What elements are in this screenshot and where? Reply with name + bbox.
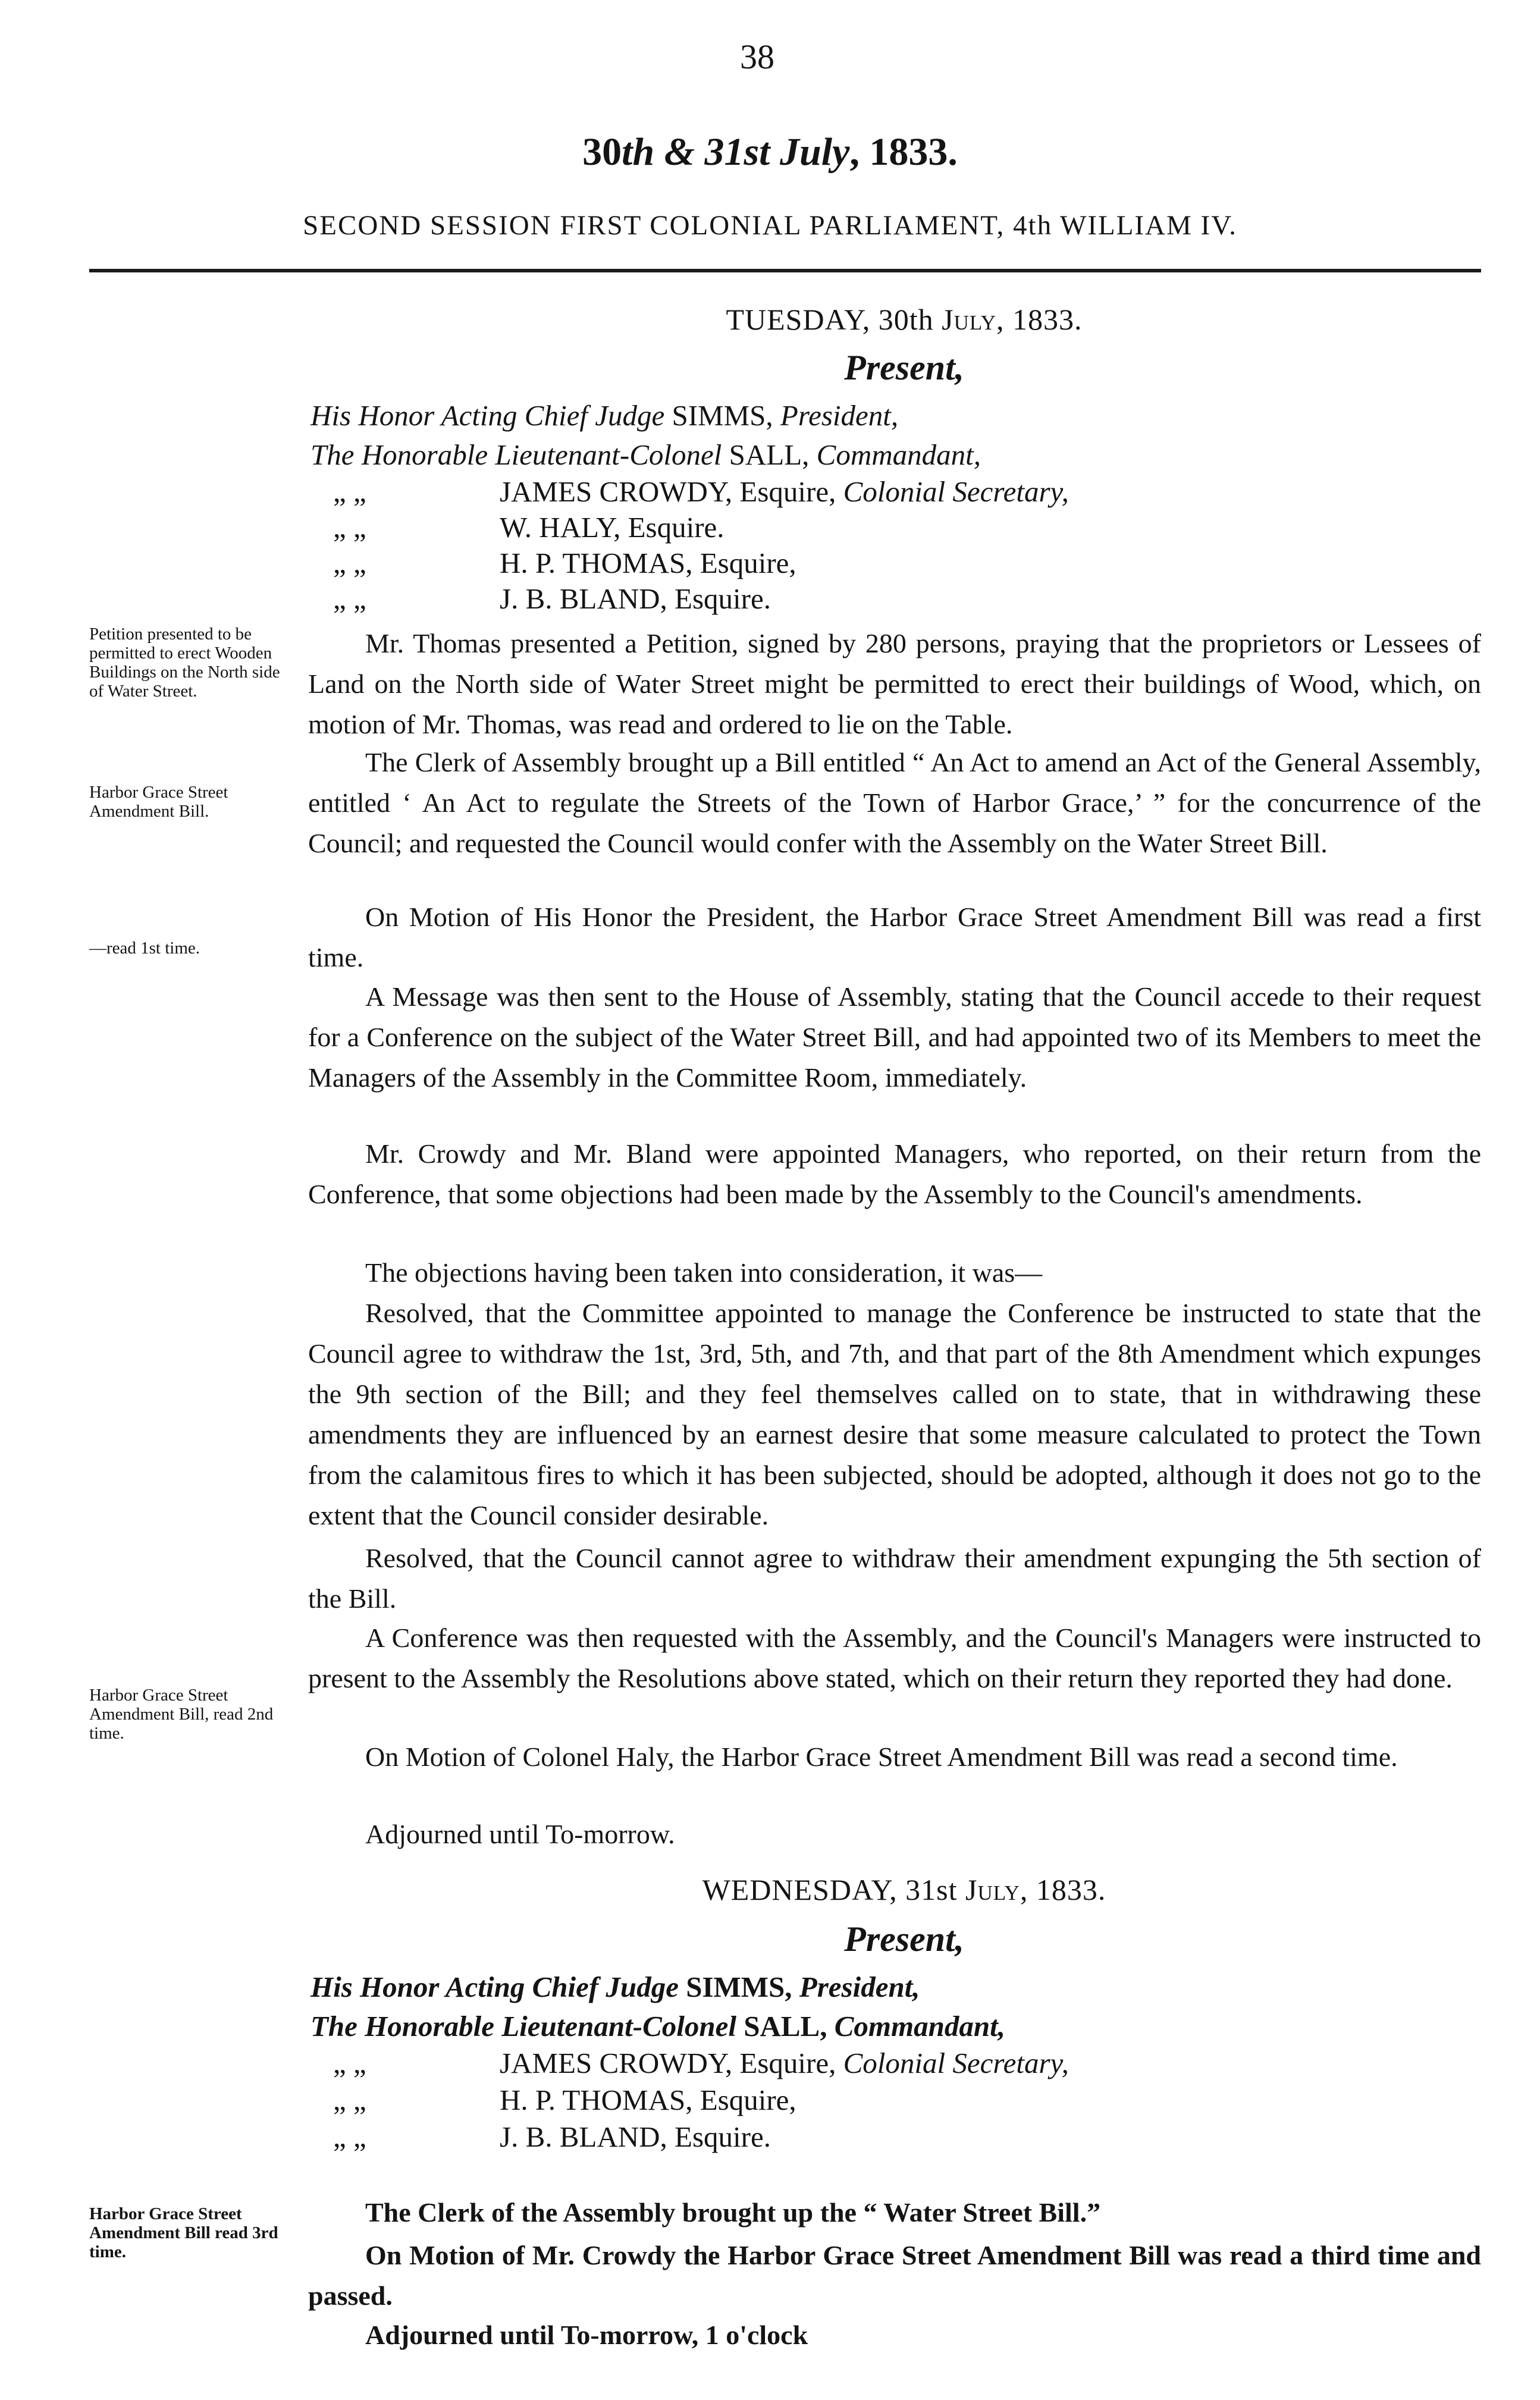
wed-attendee-thomas: „ „ H. P. THOMAS, Esquire, bbox=[333, 2084, 796, 2116]
paragraph-objections: The objections having been taken into consideration, it was— bbox=[365, 1257, 1043, 1288]
attendee-thomas: „ „ H. P. THOMAS, Esquire, bbox=[333, 547, 796, 579]
attendee-crowdy: „ „ JAMES CROWDY, Esquire, Colonial Secretary, bbox=[333, 475, 1069, 508]
attendee-commandant: The Honorable Lieutenant-Colonel SALL, Commandant, bbox=[310, 438, 981, 471]
paragraph-message: A Message was then sent to the House of Assembly, stating that the Council accede to their request for a Conference on the subject of the Water Street Bill, and had appointed two of its Members to meet the Managers of the Assembly in the Committee Room, immediately. bbox=[308, 981, 1481, 1093]
margin-note-petition: Petition presented to be permitted to erect Wooden Buildings on the North side of Water Street. bbox=[89, 625, 280, 701]
page-number: 38 bbox=[740, 37, 774, 76]
paragraph-conference: A Conference was then requested with the Assembly, and the Council's Managers were instructed to present to the Assembly the Resolutions above stated, which on their return they reported they had done. bbox=[308, 1623, 1481, 1693]
attendee-bland: „ „ J. B. BLAND, Esquire. bbox=[333, 582, 771, 615]
wednesday-heading: WEDNESDAY, 31st July, 1833. bbox=[702, 1873, 1106, 1906]
header-rule bbox=[89, 269, 1481, 272]
page-title: 30th & 31st July, 1833. bbox=[582, 130, 958, 174]
margin-note-first-reading: —read 1st time. bbox=[89, 939, 200, 958]
tuesday-present-heading: Present, bbox=[844, 348, 964, 387]
session-subtitle: SECOND SESSION FIRST COLONIAL PARLIAMENT, 4th WILLIAM IV. bbox=[303, 210, 1237, 241]
wed-attendee-crowdy: „ „ JAMES CROWDY, Esquire, Colonial Secretary, bbox=[333, 2047, 1069, 2079]
paragraph-third-reading: On Motion of Mr. Crowdy the Harbor Grace Street Amendment Bill was read a third time and passed. bbox=[308, 2240, 1481, 2311]
paragraph-water-street-bill: The Clerk of the Assembly brought up the “ Water Street Bill.” bbox=[365, 2197, 1101, 2228]
paragraph-second-reading: On Motion of Colonel Haly, the Harbor Grace Street Amendment Bill was read a second time. bbox=[365, 1742, 1398, 1772]
paragraph-clerk-bill: The Clerk of Assembly brought up a Bill entitled “ An Act to amend an Act of the General Assembly, entitled ‘ An Act to regulate the Streets of the Town of Harbor Grace,’ ” for the concurrence of the Council; and requested the Council would confer with the Assembly on the Water Street Bill. bbox=[308, 747, 1481, 858]
paragraph-petition: Mr. Thomas presented a Petition, signed by 280 persons, praying that the proprietors or Lessees of Land on the North side of Water Street might be permitted to erect their buildings of Wood, which, on motion of Mr. Thomas, was read and ordered to lie on the Table. bbox=[308, 628, 1481, 739]
margin-note-second-reading: Harbor Grace Street Amendment Bill, read 2nd time. bbox=[89, 1686, 274, 1743]
attendee-president: His Honor Acting Chief Judge SIMMS, President, bbox=[310, 399, 899, 432]
wed-attendee-president: His Honor Acting Chief Judge SIMMS, President, bbox=[310, 1971, 920, 2003]
paragraph-adjourned-wednesday: Adjourned until To-morrow, 1 o'clock bbox=[365, 2320, 808, 2350]
wed-attendee-bland: „ „ J. B. BLAND, Esquire. bbox=[333, 2120, 771, 2153]
margin-note-bill: Harbor Grace Street Amendment Bill. bbox=[89, 783, 228, 821]
attendee-haly: „ „ W. HALY, Esquire. bbox=[333, 511, 724, 544]
tuesday-heading: TUESDAY, 30th July, 1833. bbox=[726, 303, 1083, 336]
wed-attendee-commandant: The Honorable Lieutenant-Colonel SALL, Commandant, bbox=[310, 2010, 1006, 2043]
paragraph-first-reading: On Motion of His Honor the President, the Harbor Grace Street Amendment Bill was read a first time. bbox=[308, 902, 1481, 972]
paragraph-managers: Mr. Crowdy and Mr. Bland were appointed Managers, who reported, on their return from the Conference, that some objections had been made by the Assembly to the Council's amendments. bbox=[308, 1138, 1481, 1209]
margin-note-third-reading: Harbor Grace Street Amendment Bill read 3rd time. bbox=[89, 2204, 278, 2261]
paragraph-adjourned-tuesday: Adjourned until To-morrow. bbox=[365, 1819, 675, 1849]
paragraph-resolved-2: Resolved, that the Council cannot agree to withdraw their amendment expunging the 5th section of the Bill. bbox=[308, 1543, 1481, 1614]
paragraph-resolved-1: Resolved, that the Committee appointed to manage the Conference be instructed to state that the Council agree to withdraw the 1st, 3rd, 5th, and 7th, and that part of the 8th Amendment which expunges the 9th section of the Bill; and they feel themselves called on to state, that in withdrawing these amendments they are influenced by an earnest desire that some measure calculated to protect the Town from the calamitous fires to which it has been subjected, should be adopted, although it does not go to the extent that the Council consider desirable. bbox=[308, 1298, 1481, 1530]
wednesday-present-heading: Present, bbox=[844, 1919, 964, 1959]
